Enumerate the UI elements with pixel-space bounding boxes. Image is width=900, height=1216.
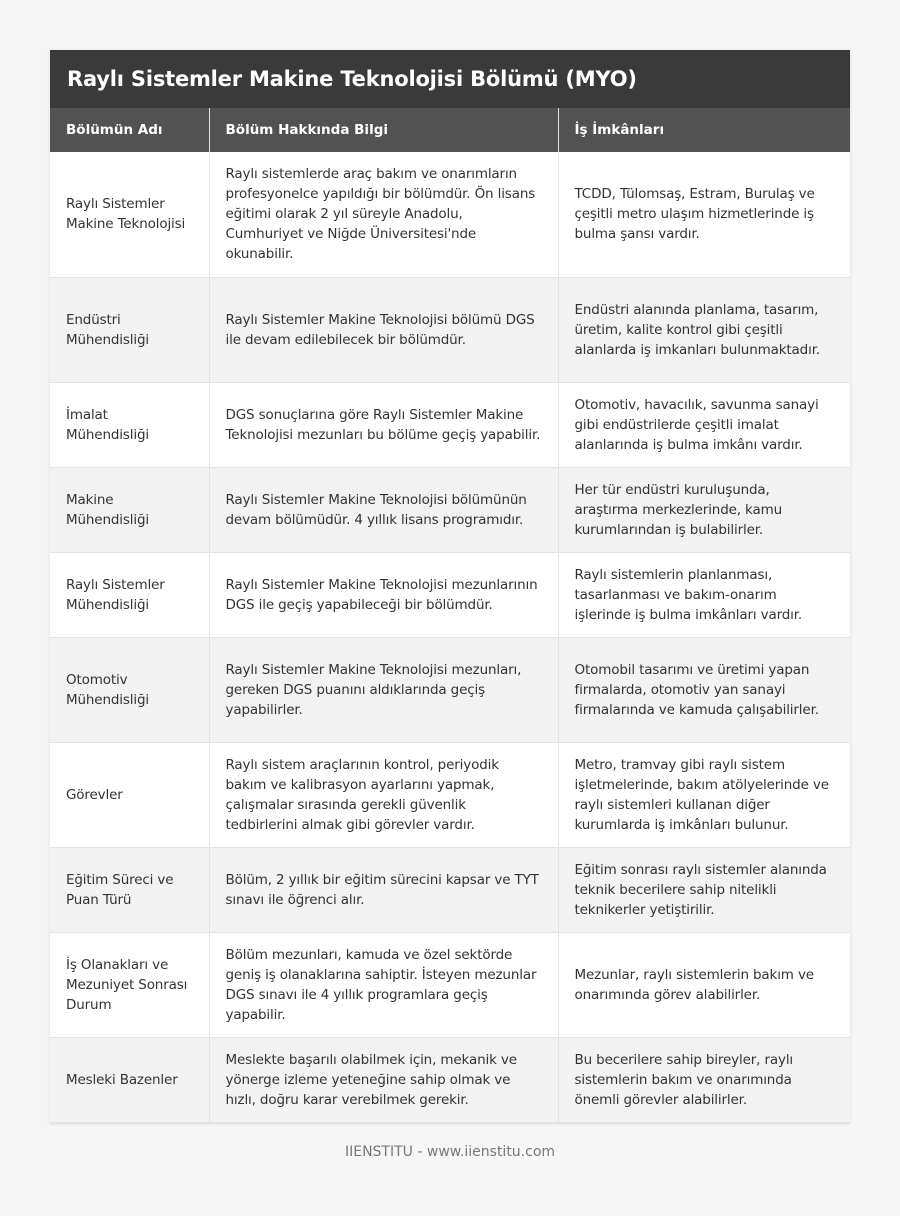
- cell-jobs: Endüstri alanında planlama, tasarım, üretim, kalite kontrol gibi çeşitli alanlarda iş imkanları bulunmaktadır.: [558, 277, 850, 382]
- cell-jobs: Mezunlar, raylı sistemlerin bakım ve onarımında görev alabilirler.: [558, 932, 850, 1037]
- table-row: [50, 847, 850, 932]
- table-row: [50, 742, 850, 847]
- cell-name: Görevler: [50, 742, 209, 847]
- cell-name: İş Olanakları ve Mezuniyet Sonrası Durum: [50, 932, 209, 1037]
- cell-name: Eğitim Süreci ve Puan Türü: [50, 847, 209, 932]
- table-header-row: [50, 108, 850, 152]
- cell-info: Raylı Sistemler Makine Teknolojisi bölümünün devam bölümüdür. 4 yıllık lisans programıdır.: [209, 467, 558, 552]
- cell-info: Raylı Sistemler Makine Teknolojisi mezunlarının DGS ile geçiş yapabileceği bir bölümdür.: [209, 552, 558, 637]
- table-row: [50, 152, 850, 277]
- cell-name: Raylı Sistemler Mühendisliği: [50, 552, 209, 637]
- cell-name: Endüstri Mühendisliği: [50, 277, 209, 382]
- department-table: [50, 108, 850, 1123]
- cell-info: Raylı sistem araçlarının kontrol, periyodik bakım ve kalibrasyon ayarlarını yapmak, çalışmalar sırasında gerekli güvenlik tedbirlerini almak gibi görevler vardır.: [209, 742, 558, 847]
- cell-info: Raylı Sistemler Makine Teknolojisi bölümü DGS ile devam edilebilecek bir bölümdür.: [209, 277, 558, 382]
- cell-jobs: Metro, tramvay gibi raylı sistem işletmelerinde, bakım atölyelerinde ve raylı sistemleri kullanan diğer kurumlarda iş imkânları bulunur.: [558, 742, 850, 847]
- cell-jobs: Bu becerilere sahip bireyler, raylı sistemlerin bakım ve onarımında önemli görevler alabilirler.: [558, 1037, 850, 1122]
- cell-name: Raylı Sistemler Makine Teknolojisi: [50, 152, 209, 277]
- table-row: [50, 277, 850, 382]
- info-card: [50, 50, 850, 1123]
- cell-info: Bölüm, 2 yıllık bir eğitim sürecini kapsar ve TYT sınavı ile öğrenci alır.: [209, 847, 558, 932]
- cell-jobs: TCDD, Tülomsaş, Estram, Burulaş ve çeşitli metro ulaşım hizmetlerinde iş bulma şansı vardır.: [558, 152, 850, 277]
- cell-jobs: Eğitim sonrası raylı sistemler alanında teknik becerilere sahip nitelikli teknikerler yetiştirilir.: [558, 847, 850, 932]
- cell-info: Raylı Sistemler Makine Teknolojisi mezunları, gereken DGS puanını aldıklarında geçiş yapabilirler.: [209, 637, 558, 742]
- footer-credit: IIENSTITU - www.iienstitu.com: [344, 1144, 556, 1160]
- cell-jobs: Otomotiv, havacılık, savunma sanayi gibi endüstrilerde çeşitli imalat alanlarında iş bulma imkânı vardır.: [558, 382, 850, 467]
- cell-name: Mesleki Bazenler: [50, 1037, 209, 1122]
- column-header-info: Bölüm Hakkında Bilgi: [209, 108, 558, 152]
- cell-jobs: Her tür endüstri kuruluşunda, araştırma merkezlerinde, kamu kurumlarından iş bulabilirler.: [558, 467, 850, 552]
- cell-info: DGS sonuçlarına göre Raylı Sistemler Makine Teknolojisi mezunları bu bölüme geçiş yapabilir.: [209, 382, 558, 467]
- table-row: [50, 382, 850, 467]
- cell-name: Otomotiv Mühendisliği: [50, 637, 209, 742]
- table-row: [50, 467, 850, 552]
- table-row: [50, 552, 850, 637]
- cell-info: Bölüm mezunları, kamuda ve özel sektörde geniş iş olanaklarına sahiptir. İsteyen mezunlar DGS sınavı ile 4 yıllık programlara geçiş yapabilir.: [209, 932, 558, 1037]
- cell-name: Makine Mühendisliği: [50, 467, 209, 552]
- cell-name: İmalat Mühendisliği: [50, 382, 209, 467]
- table-row: [50, 932, 850, 1037]
- cell-info: Raylı sistemlerde araç bakım ve onarımların profesyonelce yapıldığı bir bölümdür. Ön lisans eğitimi olarak 2 yıl süreyle Anadolu, Cumhuriyet ve Niğde Üniversitesi'nde okunabilir.: [209, 152, 558, 277]
- table-row: [50, 637, 850, 742]
- column-header-name: Bölümün Adı: [50, 108, 209, 152]
- table-row: [50, 1037, 850, 1122]
- table-title: Raylı Sistemler Makine Teknolojisi Bölümü (MYO): [50, 50, 850, 108]
- cell-info: Meslekte başarılı olabilmek için, mekanik ve yönerge izleme yeteneğine sahip olmak ve hızlı, doğru karar verebilmek gerekir.: [209, 1037, 558, 1122]
- cell-jobs: Raylı sistemlerin planlanması, tasarlanması ve bakım-onarım işlerinde iş bulma imkânları vardır.: [558, 552, 850, 637]
- cell-jobs: Otomobil tasarımı ve üretimi yapan firmalarda, otomotiv yan sanayi firmalarında ve kamuda çalışabilirler.: [558, 637, 850, 742]
- column-header-jobs: İş İmkânları: [558, 108, 850, 152]
